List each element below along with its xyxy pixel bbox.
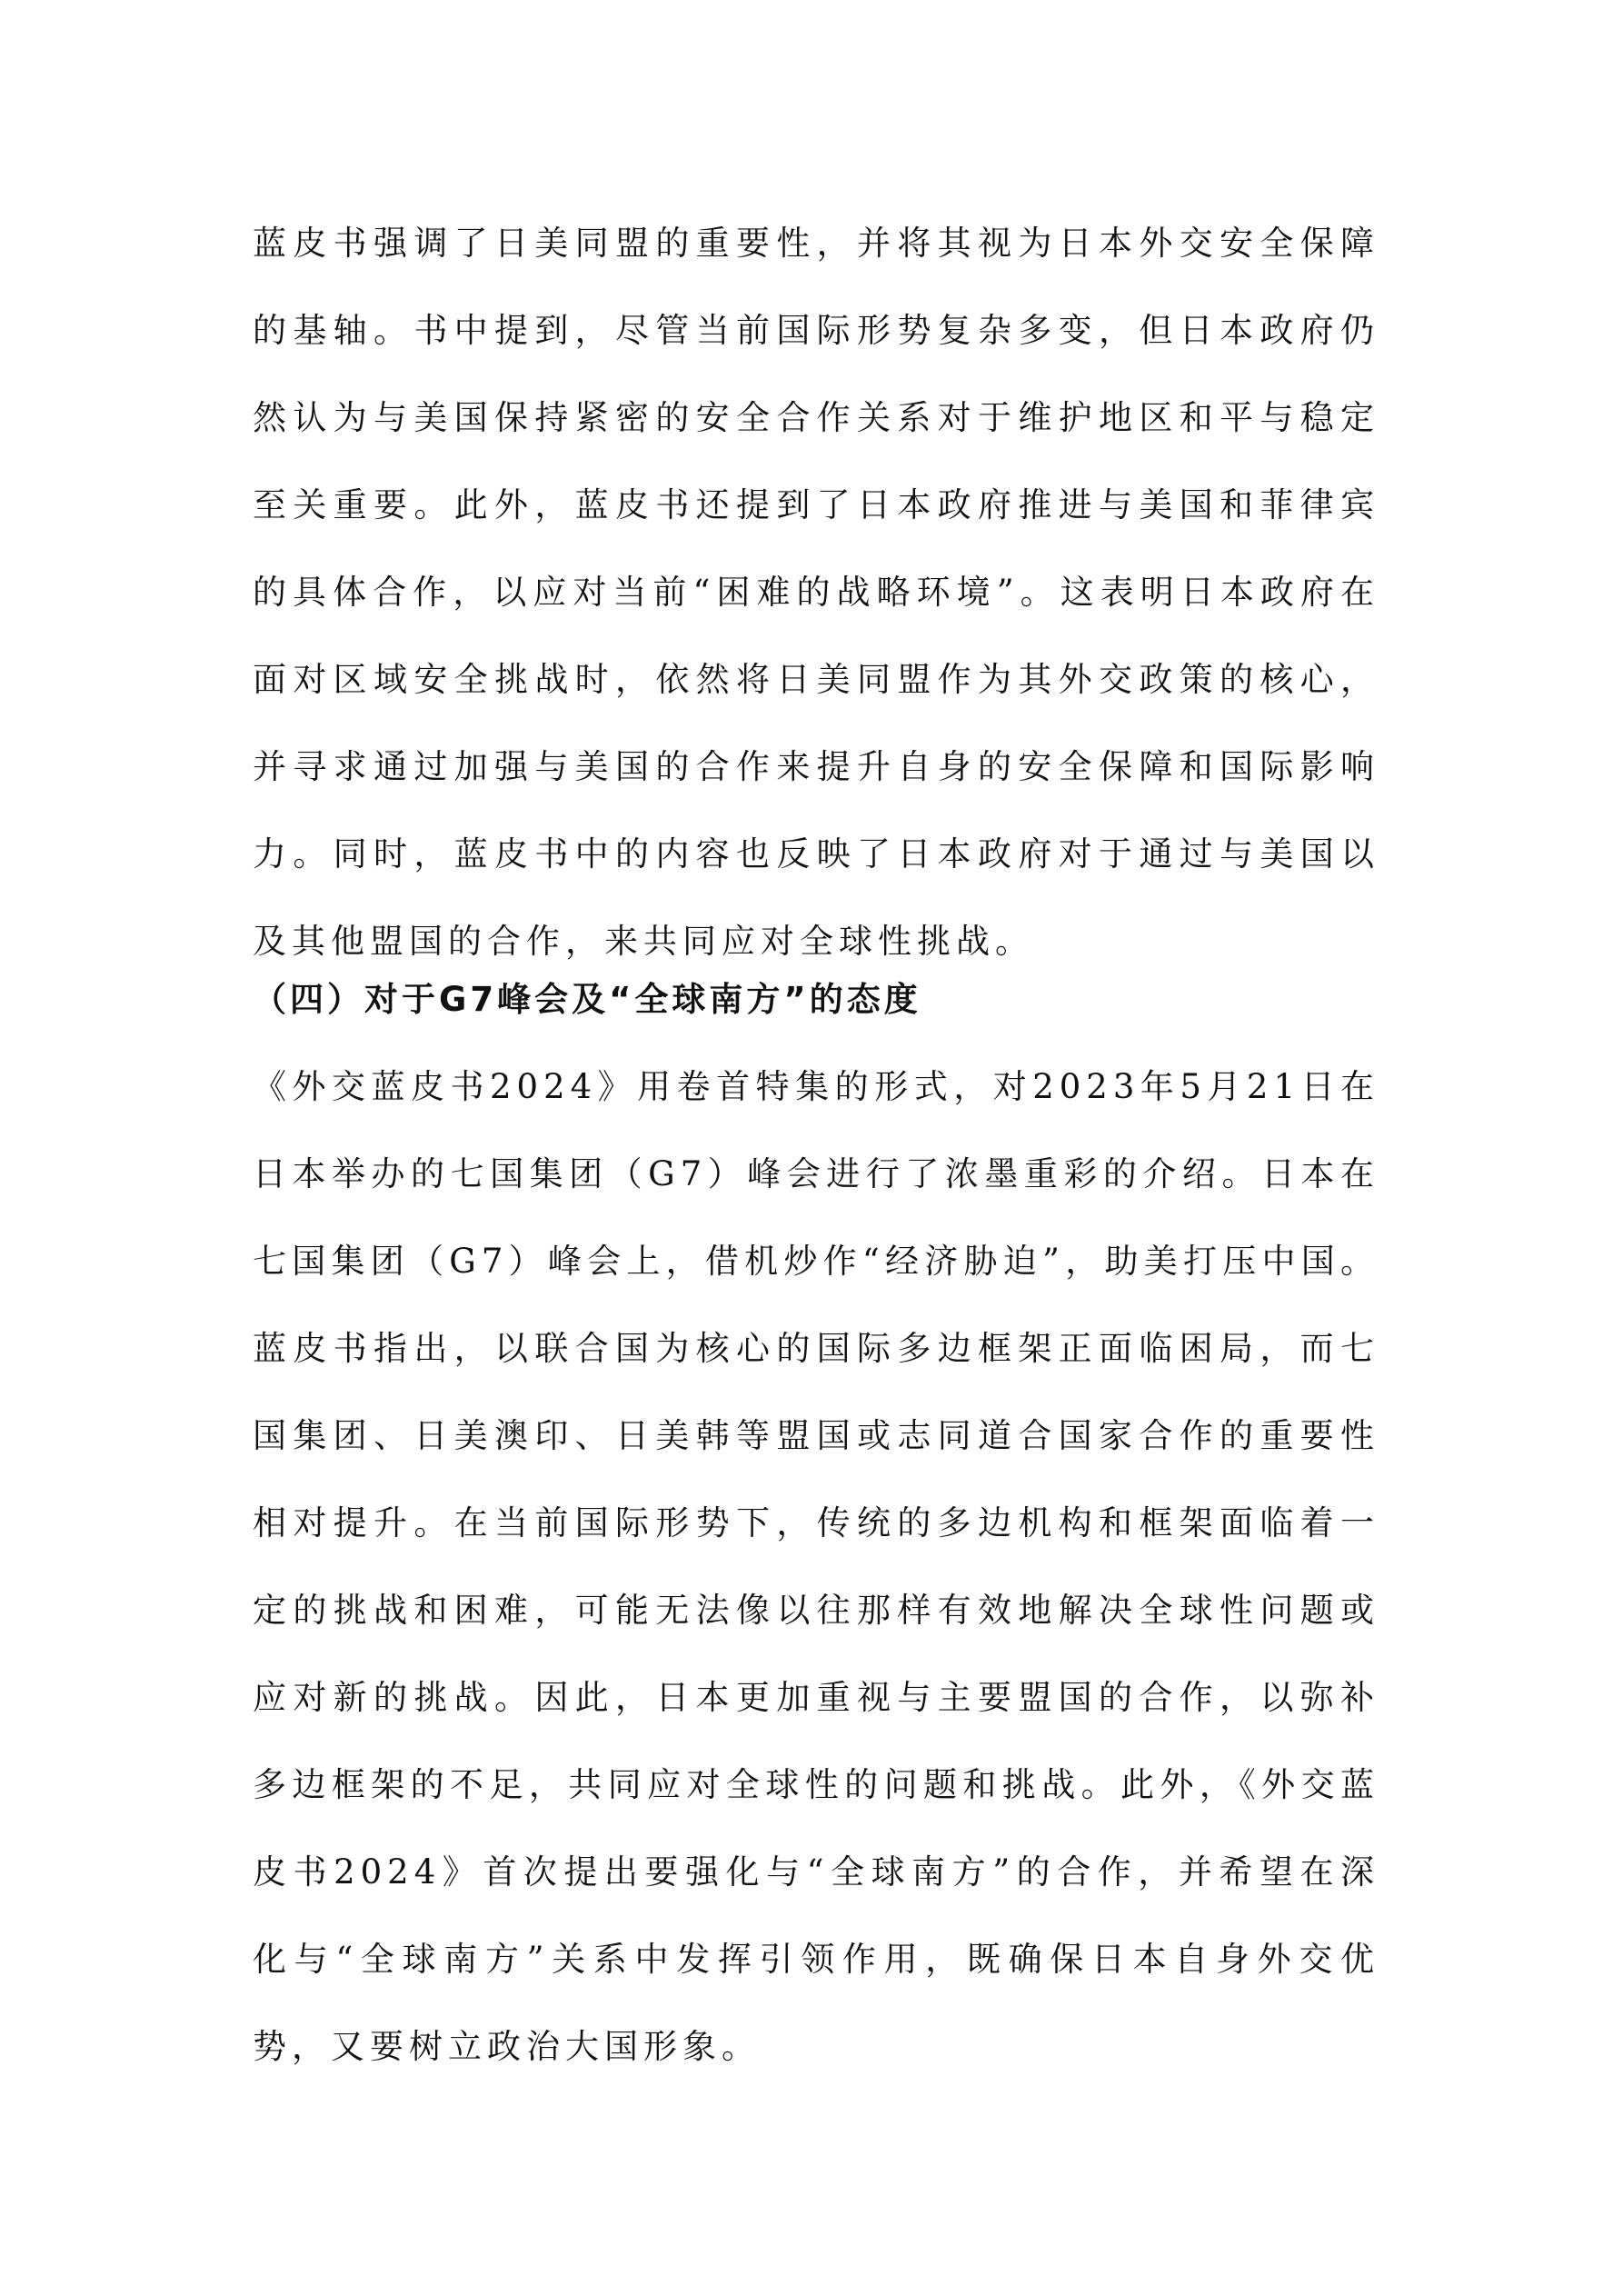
- body-paragraph-g7: 《外交蓝皮书2024》用卷首特集的形式，对2023年5月21日在日本举办的七国集团（G7）峰会进行了浓墨重彩的介绍。日本在七国集团（G7）峰会上，借机炒作“经济胁迫”，助美打压中国。蓝皮书指出，以联合国为核心的国际多边框架正面临困局，而七国集团、日美澳印、日美韩等盟国或志同道合国家合作的重要性相对提升。在当前国际形势下，传统的多边机构和框架面临着一定的挑战和困难，可能无法像以往那样有效地解决全球性问题或应对新的挑战。因此，日本更加重视与主要盟国的合作，以弥补多边框架的不足，共同应对全球性的问题和挑战。此外，《外交蓝皮书2024》首次提出要强化与“全球南方”的合作，并希望在深化与“全球南方”关系中发挥引领作用，既确保日本自身外交优势，又要树立政治大国形象。: [253, 1067, 1379, 2066]
- body-paragraph-alliance: 蓝皮书强调了日美同盟的重要性，并将其视为日本外交安全保障的基轴。书中提到，尽管当前国际形势复杂多变，但日本政府仍然认为与美国保持紧密的安全合作关系对于维护地区和平与稳定至关重要。此外，蓝皮书还提到了日本政府推进与美国和菲律宾的具体合作，以应对当前“困难的战略环境”。这表明日本政府在面对区域安全挑战时，依然将日美同盟作为其外交政策的核心，并寻求通过加强与美国的合作来提升自身的安全保障和国际影响力。同时，蓝皮书中的内容也反映了日本政府对于通过与美国以及其他盟国的合作，来共同应对全球性挑战。: [253, 224, 1379, 961]
- section-heading: （四）对于G7峰会及“全球南方”的态度: [253, 980, 921, 1019]
